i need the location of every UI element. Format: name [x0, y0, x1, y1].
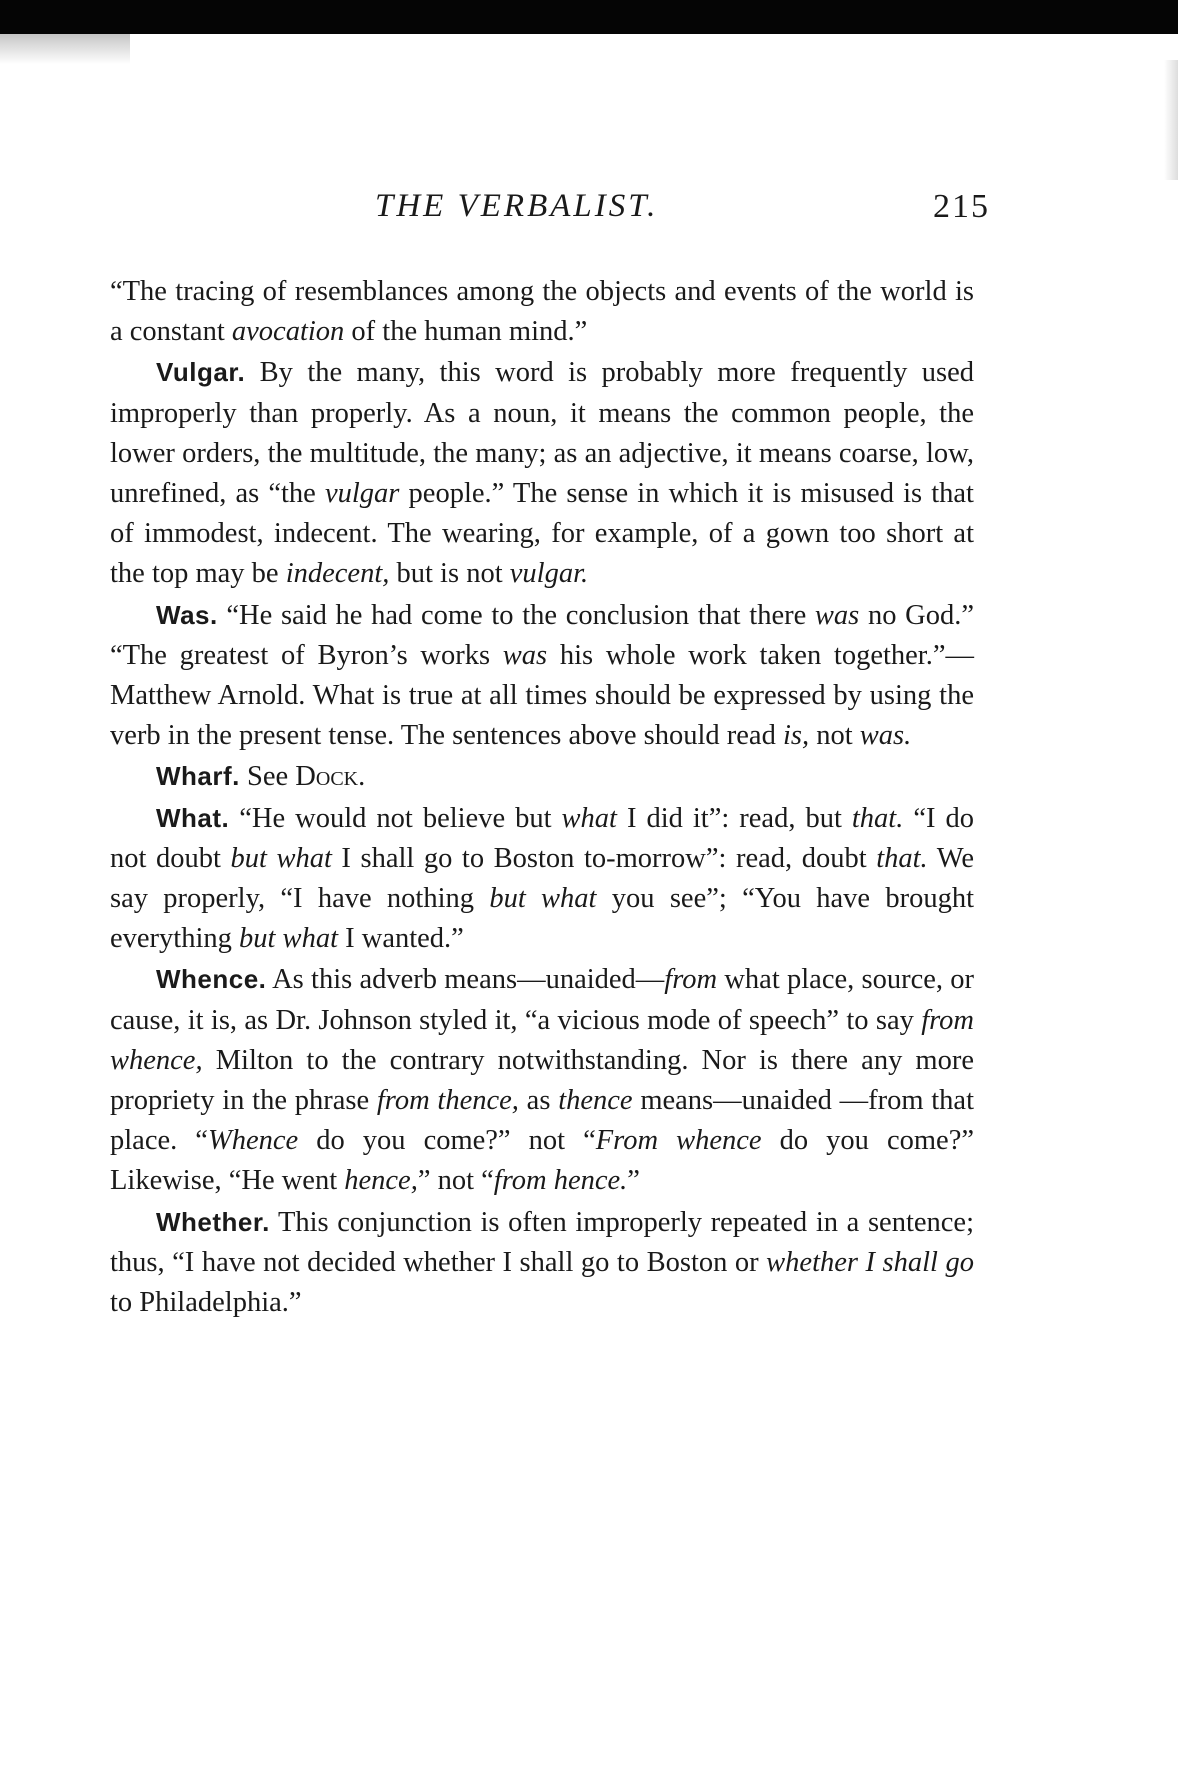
dictionary-entry: [110, 1202, 974, 1324]
body-text: I did it”: read, but: [616, 802, 852, 834]
italic-term: vulgar: [324, 478, 400, 510]
body-text: to Philadelphia.”: [110, 1287, 302, 1319]
italic-term: but what: [489, 883, 597, 915]
body-text: of the human mind.”: [344, 316, 588, 348]
italic-term: is,: [782, 720, 810, 752]
page-number: 215: [933, 188, 990, 225]
page-header: [110, 188, 990, 238]
body-text: no God.” “The greatest of Byron’s works: [110, 599, 974, 671]
entry-headword: Whether.: [156, 1206, 270, 1237]
body-text: As this adverb means—unaided—: [266, 964, 665, 996]
body-text: “I do not doubt: [110, 802, 974, 874]
body-text: but is not: [389, 558, 510, 590]
italic-term: vulgar.: [509, 558, 589, 590]
body-text: do you come?” Likewise, “He went: [110, 1125, 974, 1197]
italic-term: but what: [230, 842, 332, 874]
body-text: This conjunction is often improperly repeated in a sentence; thus, “I have not decided whether I shall go to Boston or: [110, 1206, 974, 1278]
italic-term: from hence.: [493, 1165, 628, 1197]
cross-reference: Dock: [295, 761, 359, 793]
body-text: We say properly, “I have nothing: [110, 842, 974, 915]
entry-headword: What.: [156, 802, 230, 833]
italic-term: from thence,: [376, 1085, 519, 1117]
body-text: people.” The sense in which it is misused is that of immodest, indecent. The wearing, for example, of a gown too short at the top may be: [110, 478, 974, 590]
italic-term: from: [664, 964, 718, 996]
body-text: .: [358, 761, 366, 793]
entry-headword: Whence.: [156, 964, 267, 995]
body-text: not: [809, 720, 860, 752]
body-text: “The tracing of resemblances among the objects and events of the world is a constant: [110, 276, 974, 348]
body-text: do you come?” not “: [298, 1125, 596, 1157]
entry-headword: Was.: [156, 599, 218, 630]
italic-term: that.: [876, 842, 928, 874]
page-body: [110, 272, 974, 1323]
entry-headword: Vulgar.: [156, 357, 246, 388]
continued-paragraph: [110, 272, 974, 352]
body-text: Milton to the contrary notwithstanding. Nor is there any more propriety in the phrase: [110, 1044, 974, 1117]
body-text: “He would not believe but: [229, 802, 562, 834]
body-text: as: [518, 1085, 559, 1117]
body-text: what place, source, or cause, it is, as Dr. Johnson styled it, “a vicious mode of speech” to say: [110, 964, 974, 1036]
body-text: his whole work taken together.”—Matthew Arnold. What is true at all times should be expressed by using the verb in the present tense. The sentences above should read: [110, 639, 974, 752]
italic-term: what: [561, 802, 617, 834]
dictionary-entry: [110, 352, 974, 594]
italic-term: was.: [859, 720, 912, 752]
dictionary-entry: [110, 959, 974, 1201]
entry-headword: Wharf.: [156, 761, 240, 792]
dictionary-entry: [110, 798, 974, 960]
italic-term: avocation: [231, 316, 345, 348]
italic-term: that.: [851, 802, 904, 834]
italic-term: whether I shall go: [766, 1246, 974, 1278]
body-text: “He said he had come to the conclusion that there: [217, 599, 815, 631]
italic-term: hence,: [344, 1165, 418, 1197]
italic-term: was: [502, 639, 548, 671]
body-text: I shall go to Boston to-morrow”: read, doubt: [331, 842, 877, 874]
scan-edge-shadow: [1164, 60, 1178, 180]
body-text: means—unaided —from that place. “: [110, 1085, 974, 1157]
scan-smudge: [0, 34, 130, 64]
italic-term: was: [814, 599, 860, 631]
body-text: ” not “: [417, 1165, 494, 1197]
scan-border-top: [0, 0, 1178, 34]
italic-term: From whence: [595, 1125, 762, 1157]
italic-term: from whence,: [110, 1004, 974, 1076]
body-text: you see”; “You have brought everything: [110, 883, 975, 955]
italic-term: but what: [239, 923, 338, 955]
running-title: THE VERBALIST.: [375, 188, 659, 224]
dictionary-entry: [110, 595, 974, 757]
dictionary-entry: [110, 756, 974, 797]
italic-term: indecent,: [285, 558, 390, 590]
body-text: By the many, this word is probably more frequently used improperly than properly. As a noun, it means the common people, the lower orders, the multitude, the many; as an adjective, it means coarse, low, unrefined, as “the: [110, 357, 974, 510]
body-text: See: [239, 761, 296, 793]
italic-term: thence: [558, 1085, 633, 1117]
body-text: ”: [627, 1165, 640, 1197]
body-text: I wanted.”: [338, 923, 464, 955]
italic-term: Whence: [207, 1125, 299, 1157]
